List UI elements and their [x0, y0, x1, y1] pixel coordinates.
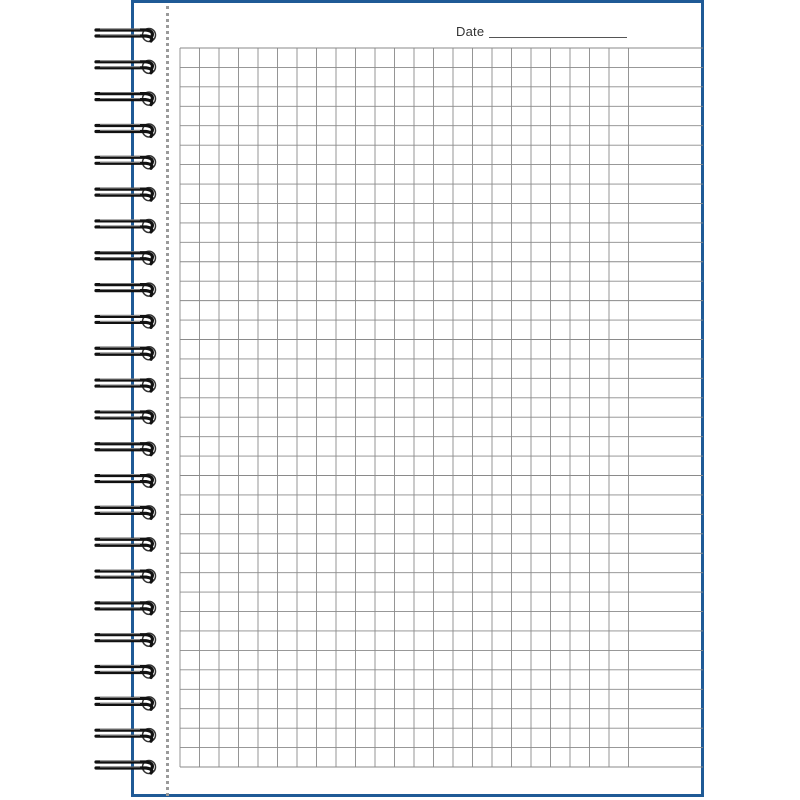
spiral-ring-icon	[96, 315, 156, 328]
spiral-ring-icon	[96, 29, 156, 42]
spiral-ring-icon	[96, 283, 156, 296]
spiral-ring-icon	[96, 442, 156, 455]
spiral-ring-icon	[96, 761, 156, 774]
spiral-ring-icon	[96, 665, 156, 678]
spiral-ring-icon	[96, 633, 156, 646]
spiral-binding-icon	[0, 0, 170, 800]
spiral-ring-icon	[96, 156, 156, 169]
spiral-ring-icon	[96, 601, 156, 614]
spiral-ring-icon	[96, 570, 156, 583]
spiral-ring-icon	[96, 188, 156, 201]
spiral-ring-icon	[96, 697, 156, 710]
spiral-ring-icon	[96, 60, 156, 73]
spiral-ring-icon	[96, 92, 156, 105]
date-label: Date	[456, 24, 485, 39]
spiral-ring-icon	[96, 474, 156, 487]
spiral-ring-icon	[96, 538, 156, 551]
spiral-ring-icon	[96, 506, 156, 519]
spiral-ring-icon	[96, 410, 156, 423]
spiral-ring-icon	[96, 379, 156, 392]
spiral-ring-icon	[96, 124, 156, 137]
spiral-ring-icon	[96, 347, 156, 360]
spiral-ring-icon	[96, 219, 156, 232]
spiral-ring-icon	[96, 251, 156, 264]
spiral-ring-icon	[96, 729, 156, 742]
